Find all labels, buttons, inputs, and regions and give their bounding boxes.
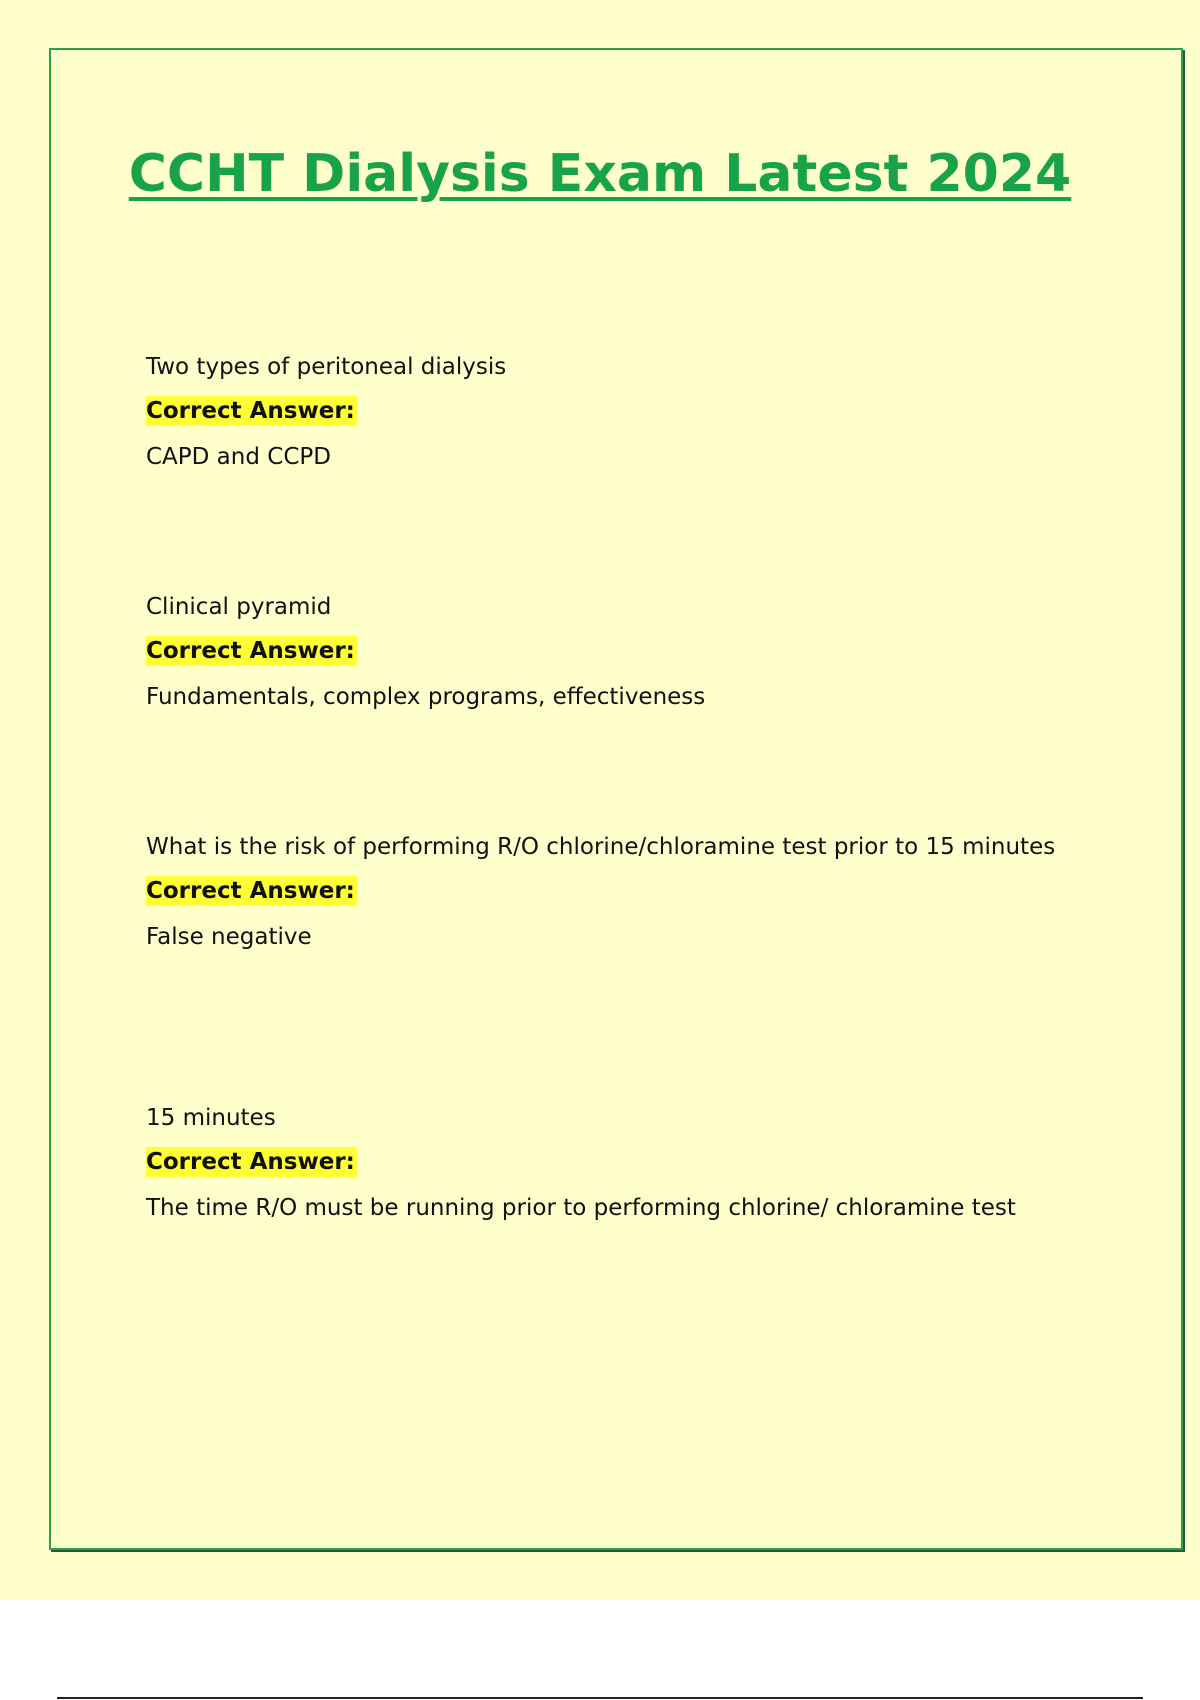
question-text: What is the risk of performing R/O chlorine/chloramine test prior to 15 minutes — [146, 834, 1056, 860]
answer-text: CAPD and CCPD — [146, 444, 331, 470]
correct-answer-label: Correct Answer: — [146, 878, 355, 904]
qa-item — [146, 592, 1086, 712]
answer-text: The time R/O must be running prior to performing chlorine/ chloramine test — [146, 1195, 1016, 1221]
footer-divider — [57, 1697, 1143, 1699]
answer-text: False negative — [146, 924, 312, 950]
question-text: Two types of peritoneal dialysis — [146, 354, 507, 380]
correct-answer-label: Correct Answer: — [146, 638, 355, 664]
page-frame — [49, 48, 1183, 1550]
correct-answer-label: Correct Answer: — [146, 1149, 355, 1175]
question-text: Clinical pyramid — [146, 594, 332, 620]
correct-answer-label: Correct Answer: — [146, 398, 355, 424]
answer-text: Fundamentals, complex programs, effectiveness — [146, 684, 706, 710]
page-title — [0, 138, 1200, 210]
qa-item — [146, 832, 1086, 952]
qa-item — [146, 352, 1086, 472]
qa-item — [146, 1103, 1086, 1223]
question-text: 15 minutes — [146, 1105, 276, 1131]
page-title-text: CCHT Dialysis Exam Latest 2024 — [128, 144, 1072, 204]
